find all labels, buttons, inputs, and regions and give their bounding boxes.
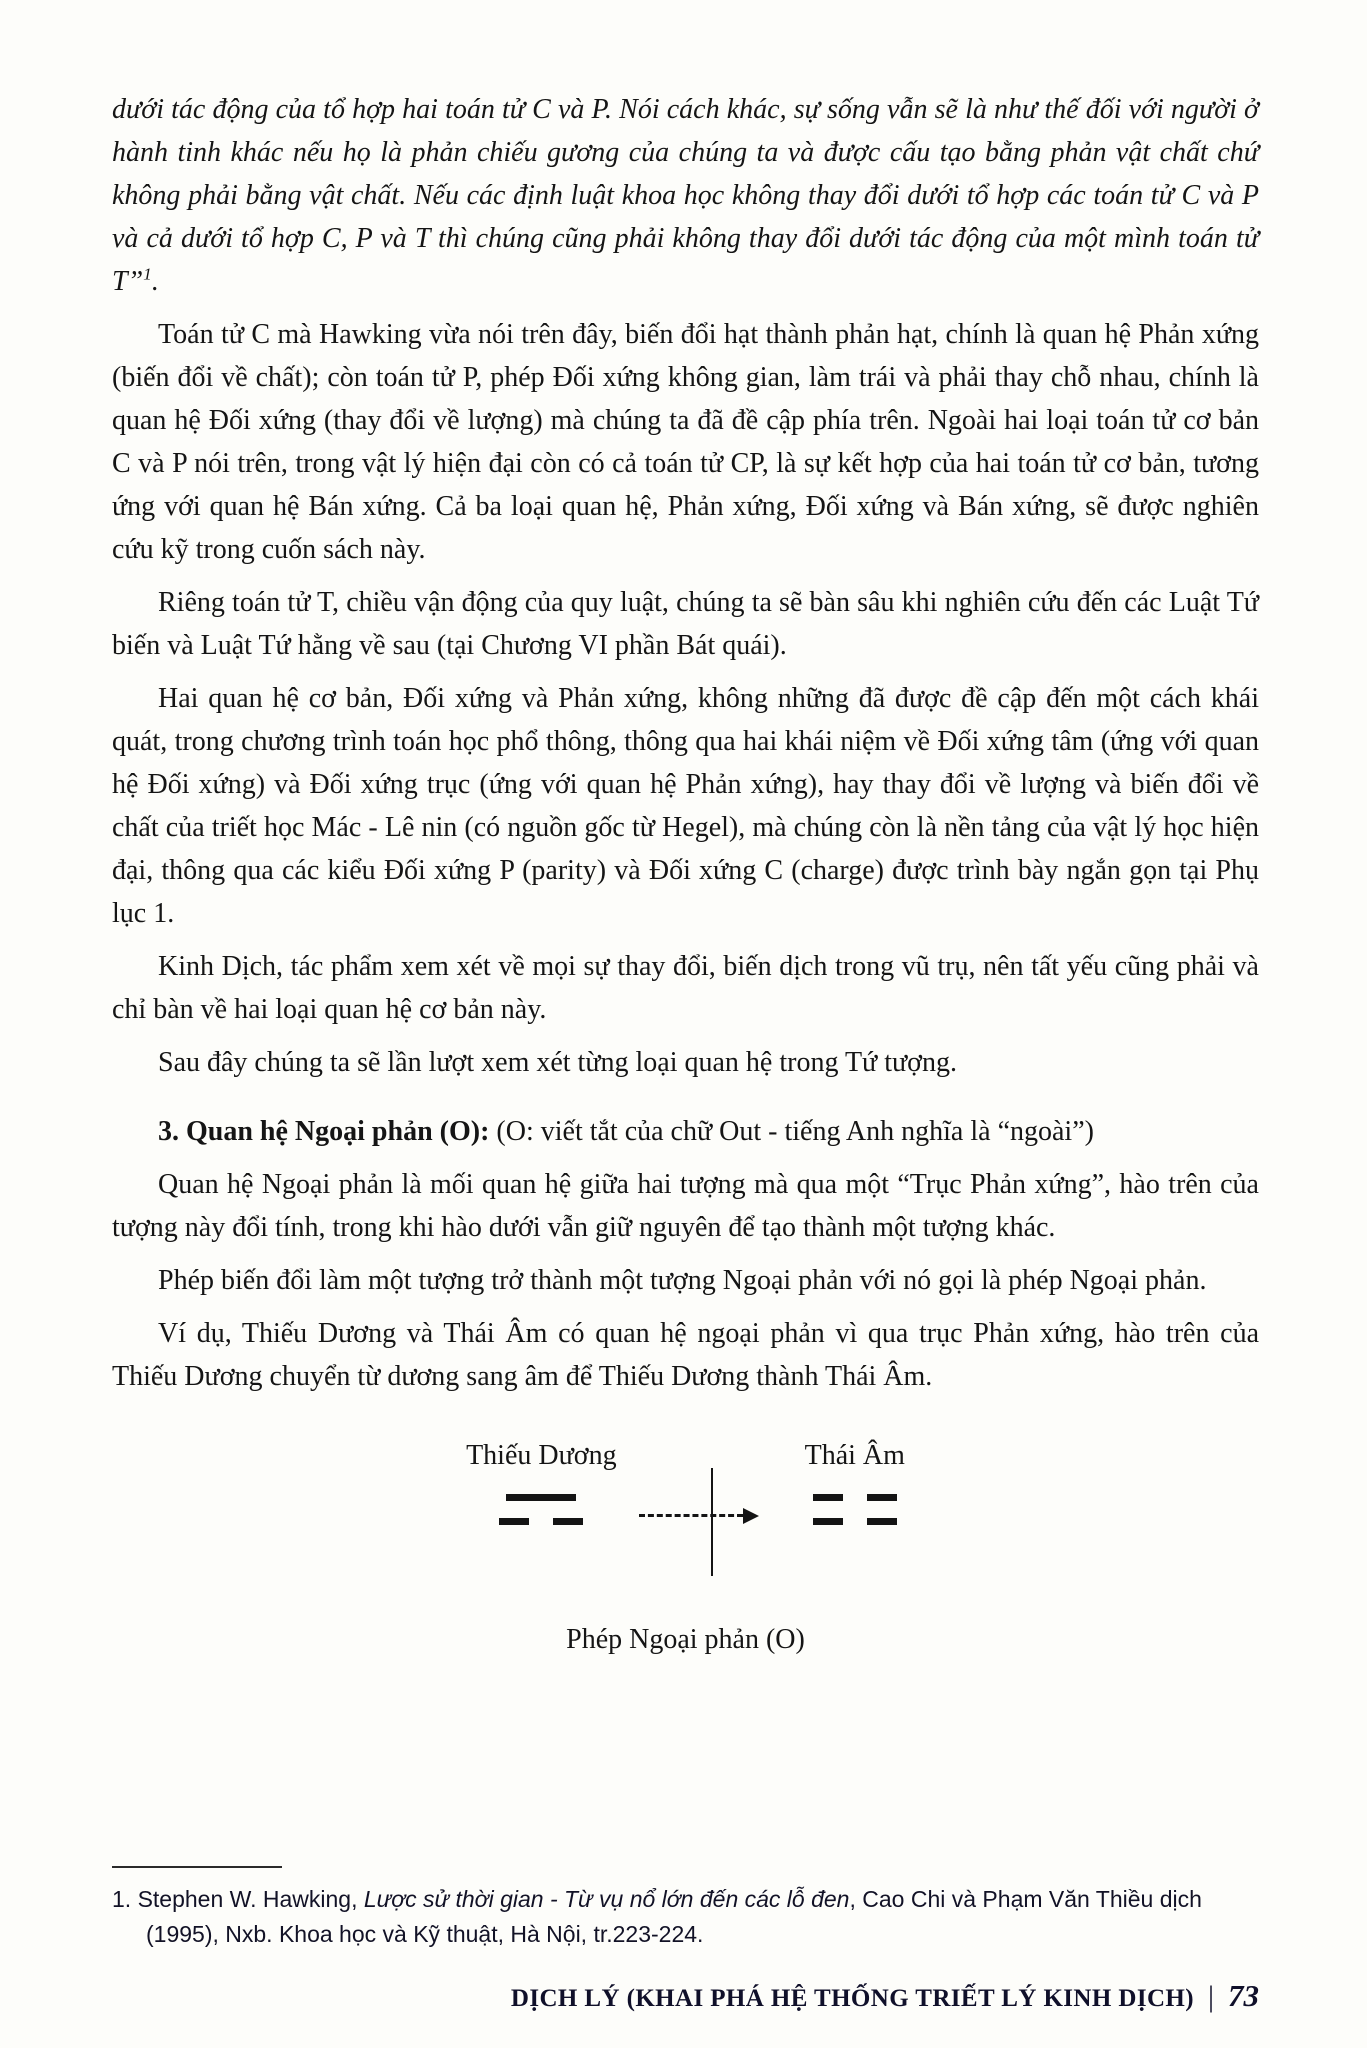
reflection-axis-line xyxy=(711,1468,713,1576)
paragraph: Quan hệ Ngoại phản là mối quan hệ giữa hai tượng mà qua một “Trục Phản xứng”, hào trên của tượng này đổi tính, trong khi hào dưới vẫn giữ nguyên để tạo thành một tượng khác. xyxy=(112,1169,1259,1243)
footnote-rule xyxy=(112,1866,282,1868)
yin-line xyxy=(499,1518,583,1525)
thai-am-symbol xyxy=(813,1494,897,1525)
yin-line xyxy=(813,1518,897,1525)
footnote-part2: , Cao Chi và Phạm Văn Thiều dịch (1995), Nxb. Khoa học và Kỹ thuật, Hà Nội, tr.223-224. xyxy=(146,1886,1202,1947)
page-number: 73 xyxy=(1228,1978,1259,2013)
paragraph: Kinh Dịch, tác phẩm xem xét về mọi sự thay đổi, biến dịch trong vũ trụ, nên tất yếu cũng phải và chỉ bàn về hai loại quan hệ cơ bản này. xyxy=(112,951,1259,1025)
paragraph: Hai quan hệ cơ bản, Đối xứng và Phản xứng, không những đã được đề cập đến một cách khái quát, trong chương trình toán học phổ thông, thông qua hai khái niệm về Đối xứng tâm (ứng với quan hệ Đối xứng) và Đối xứng trục (ứng với quan hệ Phản xứng), hay thay đổi về lượng và biến đổi về chất của triết học Mác - Lê nin (có nguồn gốc từ Hegel), mà chúng còn là nền tảng của vật lý học hiện đại, thông qua các kiểu Đối xứng P (parity) và Đối xứng C (charge) được trình bày ngắn gọn tại Phụ lục 1. xyxy=(112,683,1259,929)
section-heading-note: (O: viết tắt của chữ Out - tiếng Anh nghĩa là “ngoài”) xyxy=(489,1116,1094,1147)
diagram-right-side xyxy=(805,1438,905,1525)
quote-paragraph xyxy=(112,88,1259,303)
yang-line xyxy=(506,1494,576,1501)
diagram-axis-area xyxy=(631,1438,791,1588)
paragraph: Toán tử C mà Hawking vừa nói trên đây, biến đổi hạt thành phản hạt, chính là quan hệ Phản xứng (biến đổi về chất); còn toán tử P, phép Đối xứng không gian, làm trái và phải thay chỗ nhau, chính là quan hệ Đối xứng (thay đổi về lượng) mà chúng ta đã đề cập phía trên. Ngoài hai loại toán tử cơ bản C và P nói trên, trong vật lý hiện đại còn có cả toán tử CP, là sự kết hợp của hai toán tử cơ bản, tương ứng với quan hệ Bán xứng. Cả ba loại quan hệ, Phản xứng, Đối xứng và Bán xứng, sẽ được nghiên cứu kỹ trong cuốn sách này. xyxy=(112,319,1259,565)
quote-end: . xyxy=(151,266,159,297)
quote-text: dưới tác động của tổ hợp hai toán tử C và P. Nói cách khác, sự sống vẫn sẽ là như thế đối với người ở hành tinh khác nếu họ là phản chiếu gương của chúng ta và được cấu tạo bằng phản vật chất chứ không phải bằng vật chất. Nếu các định luật khoa học không thay đổi dưới tổ hợp các toán tử C và P và cả dưới tổ hợp C, P và T thì chúng cũng phải không thay đổi dưới tác động của một mình toán tử T” xyxy=(112,94,1259,297)
diagram-left-label: Thiếu Dương xyxy=(466,1440,617,1471)
thieu-duong-symbol xyxy=(499,1494,583,1525)
diagram-right-label: Thái Âm xyxy=(804,1440,905,1471)
transform-arrow-dash xyxy=(639,1514,743,1517)
running-title: DỊCH LÝ (KHAI PHÁ HỆ THỐNG TRIẾT LÝ KINH DỊCH) xyxy=(510,1985,1194,2012)
section-heading xyxy=(112,1110,1259,1153)
paragraph: Sau đây chúng ta sẽ lần lượt xem xét từng loại quan hệ trong Tứ tượng. xyxy=(158,1047,957,1078)
paragraph: Ví dụ, Thiếu Dương và Thái Âm có quan hệ ngoại phản vì qua trục Phản xứng, hào trên của Thiếu Dương chuyển từ dương sang âm để Thiếu Dương thành Thái Âm. xyxy=(112,1318,1259,1392)
paragraph: Riêng toán tử T, chiều vận động của quy luật, chúng ta sẽ bàn sâu khi nghiên cứu đến các Luật Tứ biến và Luật Tứ hằng về sau (tại Chương VI phần Bát quái). xyxy=(112,587,1259,661)
diagram-caption: Phép Ngoại phản (O) xyxy=(566,1624,805,1655)
body-text xyxy=(112,88,1259,1408)
footnote-book-title: Lược sử thời gian - Từ vụ nổ lớn đến các lỗ đen xyxy=(363,1886,850,1912)
footer-separator: | xyxy=(1207,1980,1214,2013)
ngoai-phan-diagram xyxy=(356,1438,1016,1588)
paragraph: Phép biến đổi làm một tượng trở thành một tượng Ngoại phản với nó gọi là phép Ngoại phản. xyxy=(158,1265,1207,1296)
diagram-left-side xyxy=(466,1438,617,1525)
section-heading-number-title: 3. Quan hệ Ngoại phản (O): xyxy=(158,1116,490,1147)
transform-arrow-head-icon xyxy=(743,1508,759,1524)
page-footer xyxy=(112,1978,1259,2014)
footnote-block xyxy=(112,1866,1259,1952)
footnote-part1: 1. Stephen W. Hawking, xyxy=(112,1886,364,1912)
yin-line xyxy=(813,1494,897,1501)
footnote-reference-mark: 1 xyxy=(143,264,152,284)
footnote-text xyxy=(112,1882,1259,1952)
